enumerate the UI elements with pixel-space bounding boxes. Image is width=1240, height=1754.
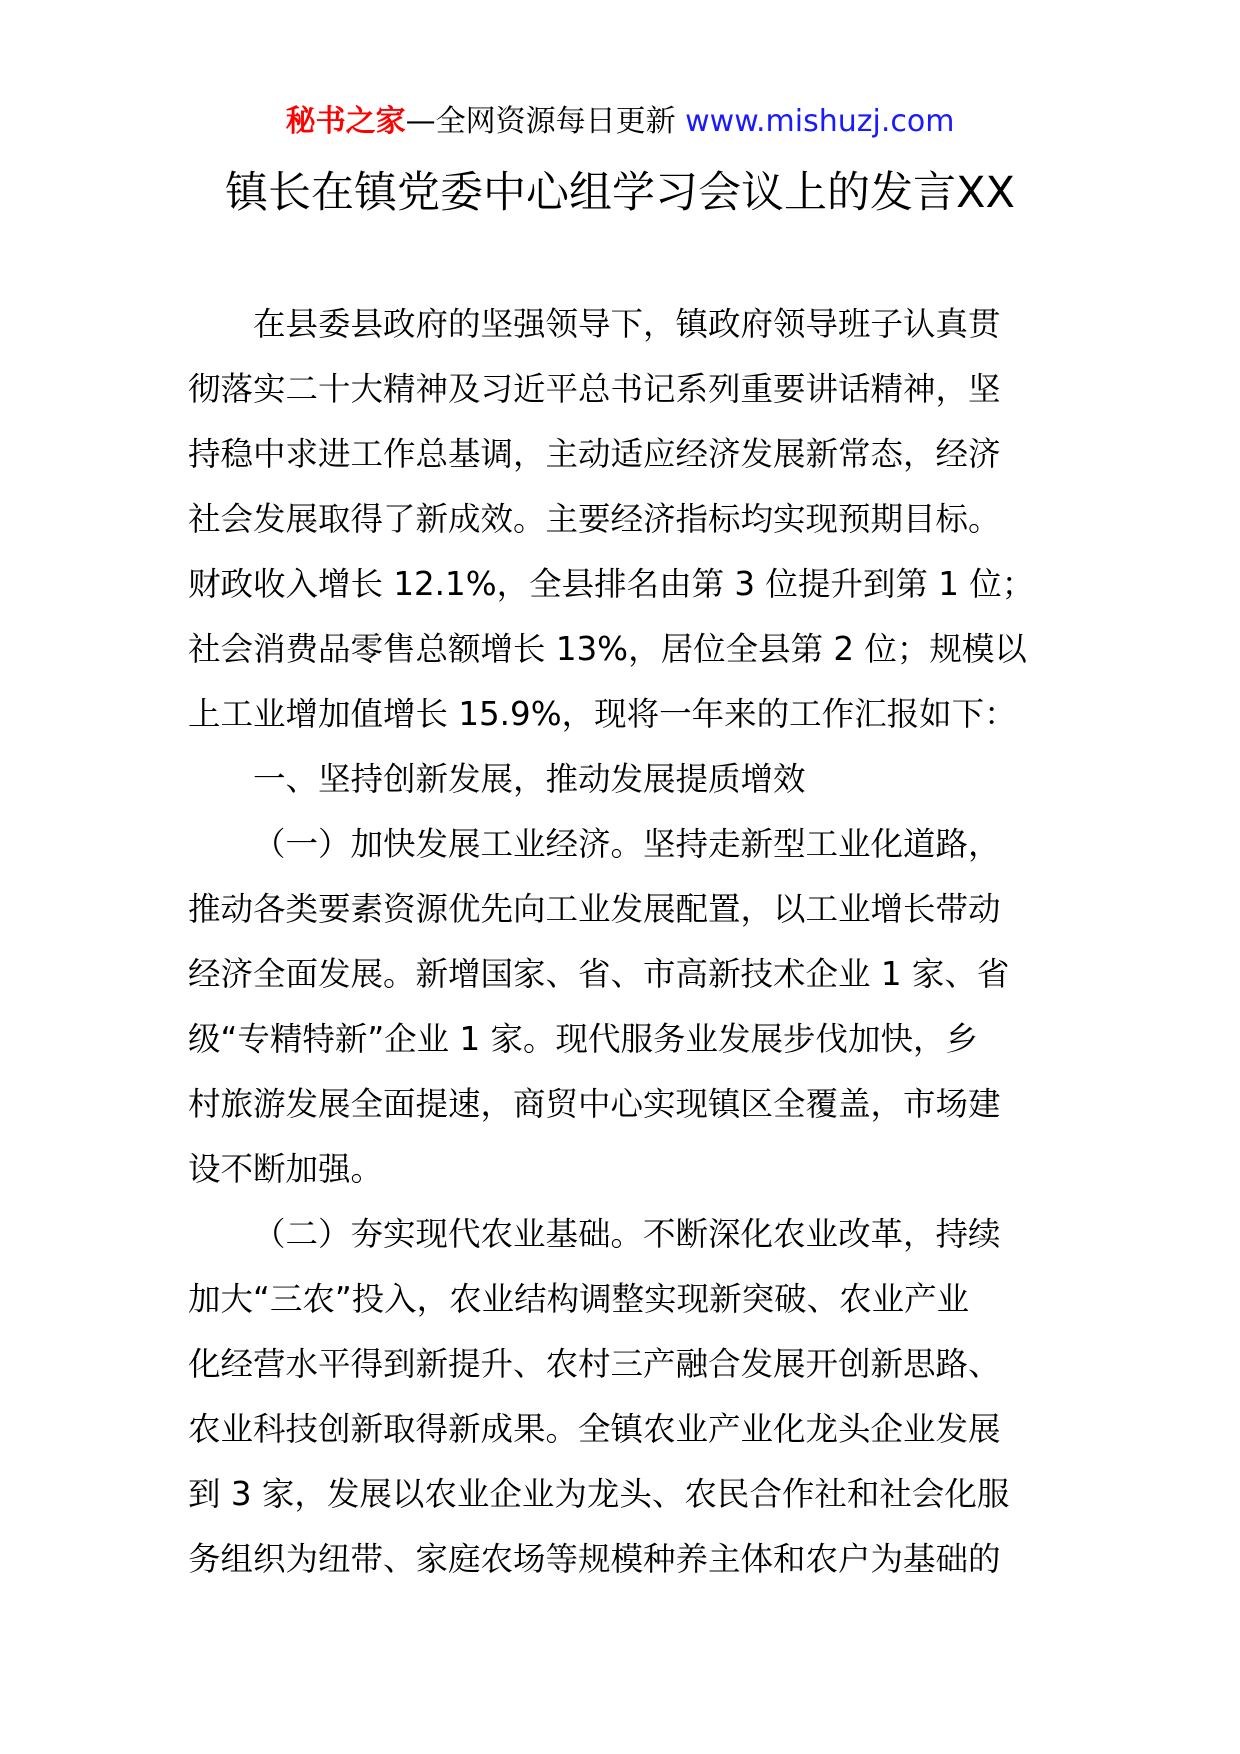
site-tagline: —全网资源每日更新 — [405, 104, 686, 139]
paragraph-line: 加大“三农”投入，农业结构调整实现新突破、农业产业 — [188, 1280, 970, 1318]
section-heading: 一、坚持创新发展，推动发展提质增效 — [253, 760, 806, 798]
paragraph-line: 级“专精特新”企业 1 家。现代服务业发展步伐加快，乡 — [188, 1020, 979, 1058]
paragraph-line: 社会发展取得了新成效。主要经济指标均实现预期目标。 — [188, 500, 1001, 538]
paragraph-line: （二）夯实现代农业基础。不断深化农业改革，持续 — [253, 1215, 1001, 1253]
site-header — [0, 100, 1240, 144]
paragraph-line: 彻落实二十大精神及习近平总书记系列重要讲话精神，坚 — [188, 370, 1001, 408]
site-url-link[interactable]: www.mishuzj.com — [685, 104, 955, 139]
paragraph-line: 农业科技创新取得新成果。全镇农业产业化龙头企业发展 — [188, 1410, 1001, 1448]
paragraph-line: 财政收入增长 12.1%，全县排名由第 3 位提升到第 1 位； — [188, 565, 1035, 603]
paragraph-line: 在县委县政府的坚强领导下，镇政府领导班子认真贯 — [253, 305, 1001, 343]
paragraph-line: 到 3 家，发展以农业企业为龙头、农民合作社和社会化服 — [188, 1475, 1010, 1513]
document-title: 镇长在镇党委中心组学习会议上的发言XX — [225, 168, 1015, 218]
paragraph-line: 村旅游发展全面提速，商贸中心实现镇区全覆盖，市场建 — [188, 1085, 1001, 1123]
paragraph-line: 务组织为纽带、家庭农场等规模种养主体和农户为基础的 — [188, 1540, 1001, 1578]
paragraph-line: 推动各类要素资源优先向工业发展配置，以工业增长带动 — [188, 890, 1001, 928]
paragraph-line: （一）加快发展工业经济。坚持走新型工业化道路， — [253, 825, 1001, 863]
paragraph-line: 社会消费品零售总额增长 13%，居位全县第 2 位；规模以 — [188, 630, 1027, 668]
paragraph-line: 上工业增加值增长 15.9%，现将一年来的工作汇报如下： — [188, 695, 1017, 733]
paragraph-line: 经济全面发展。新增国家、省、市高新技术企业 1 家、省 — [188, 955, 1010, 993]
paragraph-line: 化经营水平得到新提升、农村三产融合发展开创新思路、 — [188, 1345, 1001, 1383]
paragraph-line: 设不断加强。 — [188, 1150, 384, 1188]
document-body — [188, 292, 1058, 1592]
paragraph-line: 持稳中求进工作总基调，主动适应经济发展新常态，经济 — [188, 435, 1001, 473]
site-brand: 秘书之家 — [285, 104, 406, 139]
